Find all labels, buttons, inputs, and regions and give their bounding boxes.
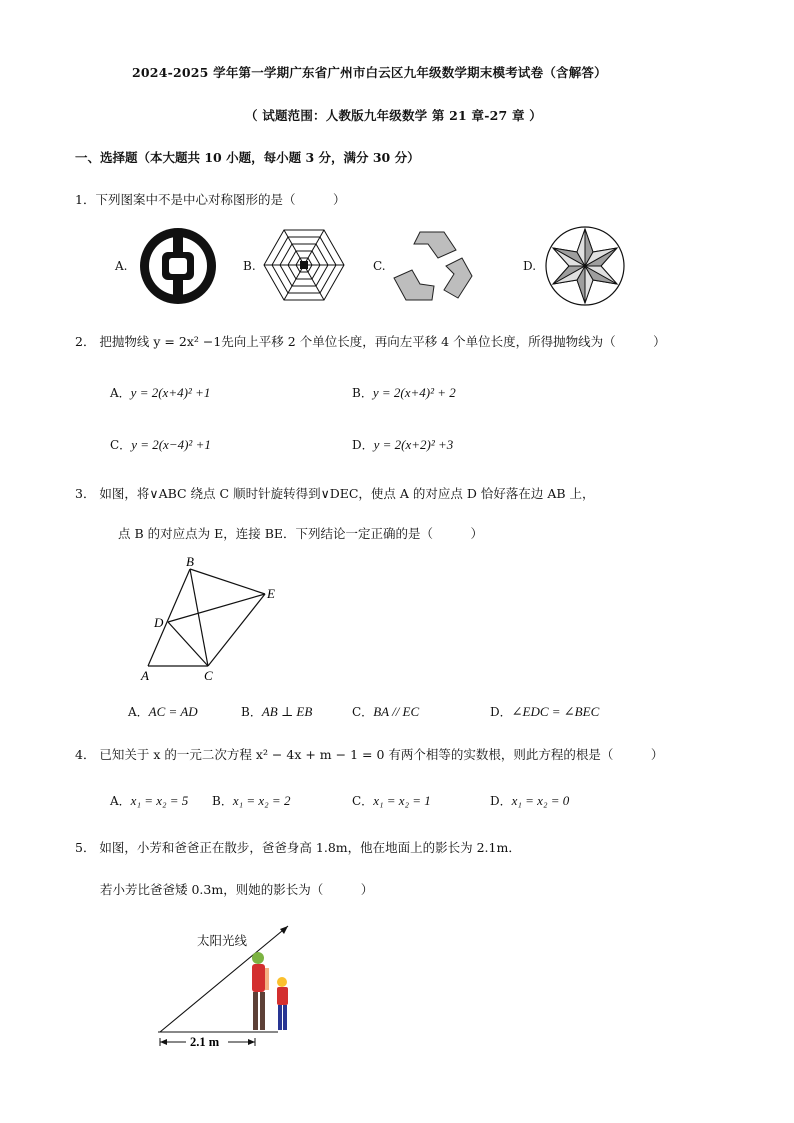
- q3-option-a-expr: AC = AD: [148, 704, 198, 719]
- question-1-stem: 1．下列图案中不是中心对称图形的是（ ）: [75, 192, 346, 207]
- dad-figure: [252, 952, 269, 1030]
- q2-option-a: [110, 384, 210, 401]
- q3-option-c-expr: BA // EC: [373, 704, 420, 719]
- q1-label-b: B.: [243, 259, 256, 273]
- question-5-stem-line2: 若小芳比爸爸矮 0.3m，则她的影长为（ ）: [100, 882, 374, 897]
- q3-option-d-label: D．: [490, 705, 512, 719]
- q4-option-b: [212, 792, 290, 809]
- q2-option-b-expr: y = 2(x+4)² + 2: [372, 385, 456, 400]
- q4-option-a-expr: x₁ = x₂ = 5: [130, 793, 189, 808]
- q4-option-c: [352, 792, 431, 809]
- q1-label-a: A.: [115, 259, 128, 273]
- q5-shadow-length-label: 2.1 m: [190, 1035, 220, 1049]
- q3-option-b: [241, 703, 312, 720]
- q4-option-a: [110, 792, 188, 809]
- q1-figure-c-triangle-arrows: [392, 228, 474, 302]
- question-4-stem: 4． 已知关于 x 的一元二次方程 x² − 4x + m − 1 = 0 有两个相等的实数根，则此方程的根是（ ）: [75, 747, 664, 762]
- q4-option-c-label: C．: [352, 794, 374, 808]
- question-3-stem-line1: 3． 如图，将∨ABC 绕点 C 顺时针旋转得到∨DEC，使点 A 的对应点 D 恰好落在边 AB 上，: [75, 486, 595, 501]
- q1-figure-b-hexagon-web: [262, 227, 346, 303]
- q3-geometry-figure: [140, 556, 290, 686]
- exam-title: 2024-2025 学年第一学期广东省广州市白云区九年级数学期末模考试卷（含解答）: [132, 65, 607, 80]
- q3-option-d: [490, 703, 599, 720]
- q1-label-c: C.: [373, 259, 386, 273]
- section-heading: 一、选择题（本大题共 10 小题，每小题 3 分，满分 30 分）: [75, 150, 420, 165]
- q3-point-b: B: [186, 554, 194, 569]
- q3-option-d-expr: ∠EDC = ∠BEC: [511, 704, 600, 719]
- girl-figure: [277, 977, 288, 1030]
- q3-option-c: [352, 703, 419, 720]
- q4-option-b-label: B．: [212, 794, 233, 808]
- exam-scope: （ 试题范围：人教版九年级数学 第 21 章-27 章 ）: [245, 108, 542, 123]
- question-5-stem-line1: 5． 如图，小芳和爸爸正在散步，爸爸身高 1.8m，他在地面上的影长为 2.1m．: [75, 840, 521, 855]
- q2-option-c-expr: y = 2(x−4)² +1: [131, 437, 211, 452]
- q2-option-d-expr: y = 2(x+2)² +3: [373, 437, 454, 452]
- q5-sunlight-label: 太阳光线: [197, 933, 248, 948]
- q2-option-c-label: C．: [110, 438, 132, 452]
- q3-point-d: D: [154, 615, 164, 630]
- q3-option-a-label: A．: [128, 705, 149, 719]
- q4-option-d-label: D．: [490, 794, 512, 808]
- q3-point-c: C: [204, 668, 213, 683]
- question-2-stem: 2． 把抛物线 y = 2x² −1先向上平移 2 个单位长度，再向左平移 4 个单位长度，所得抛物线为（ ）: [75, 334, 666, 349]
- q1-figure-a-coin: [134, 228, 224, 308]
- q3-option-b-label: B．: [241, 705, 262, 719]
- q2-option-b-label: B．: [352, 386, 373, 400]
- q2-option-b: [352, 384, 456, 401]
- q2-option-d: [352, 436, 453, 453]
- q5-shadow-figure: [150, 920, 310, 1050]
- q4-option-d-expr: x₁ = x₂ = 0: [511, 793, 570, 808]
- q2-option-d-label: D．: [352, 438, 374, 452]
- q3-point-e: E: [267, 586, 275, 601]
- q4-option-a-label: A．: [110, 794, 131, 808]
- q3-option-a: [128, 703, 198, 720]
- q2-option-c: [110, 436, 211, 453]
- question-3-stem-line2: 点 B 的对应点为 E，连接 BE．下列结论一定正确的是（ ）: [118, 526, 484, 541]
- q3-option-c-label: C．: [352, 705, 374, 719]
- q4-option-b-expr: x₁ = x₂ = 2: [232, 793, 291, 808]
- q1-figure-d-star-circle: [543, 226, 627, 306]
- q4-option-d: [490, 792, 569, 809]
- q1-label-d: D.: [523, 259, 537, 273]
- q2-option-a-label: A．: [110, 386, 131, 400]
- q3-option-b-expr: AB ⊥ EB: [261, 704, 313, 719]
- q4-option-c-expr: x₁ = x₂ = 1: [373, 793, 431, 808]
- q3-point-a: A: [141, 668, 149, 683]
- q2-option-a-expr: y = 2(x+4)² +1: [130, 385, 211, 400]
